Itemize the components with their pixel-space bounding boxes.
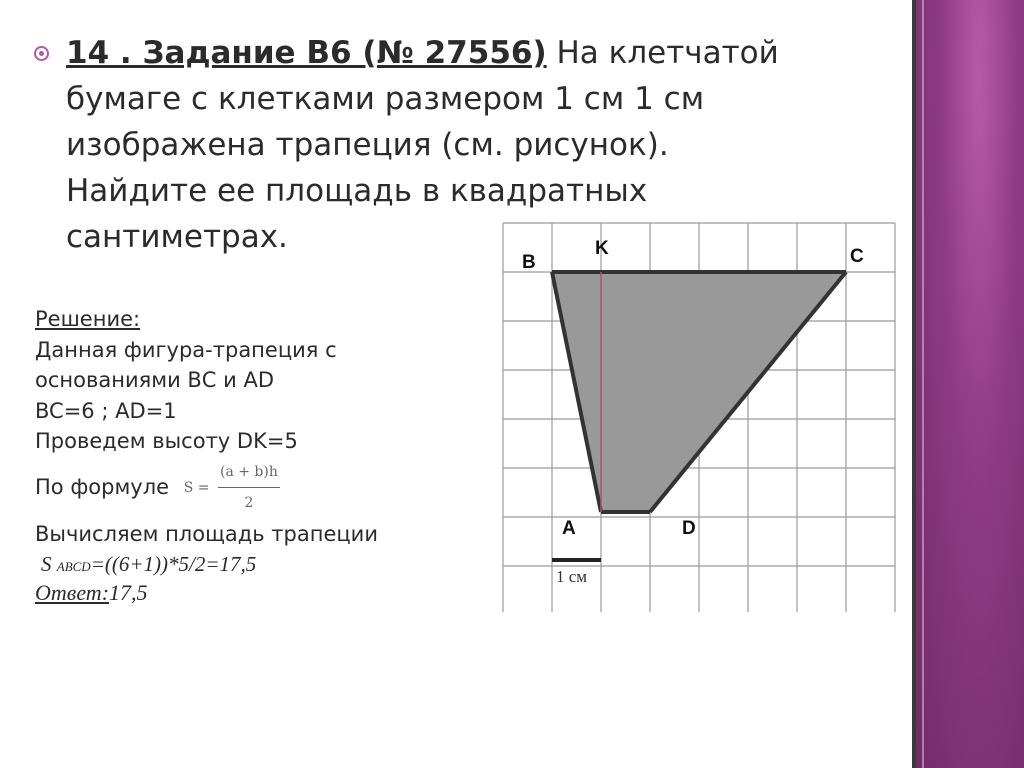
area-formula [184,457,280,519]
solution-block [35,304,495,583]
decorative-side-panel [912,0,1024,768]
solution-line-2: основаниями ВС и AD [35,368,274,392]
area-calculation [35,549,495,583]
problem-line-4: Найдите ее площадь в квадратных [66,173,648,209]
formula-intro: По формуле [35,474,170,499]
formula-fraction [218,457,280,519]
formula-numerator: (a + b)h [218,457,280,489]
label-c: C [850,246,864,267]
bullet-icon [34,46,49,61]
calc-expression: =((6+1))*5/2=17,5 [90,552,257,576]
formula-denominator: 2 [244,495,254,511]
solution-line-1: Данная фигура-трапеция с [35,337,337,362]
label-d: D [682,518,696,539]
calc-s: S [41,552,52,576]
solution-line-4: Проведем высоту DK=5 [35,429,298,453]
solution-title: Решение: [35,307,141,331]
answer-line [35,580,148,606]
solution-line-6: Вычисляем площадь трапеции [35,521,378,546]
label-b: B [522,252,536,273]
panel-border [912,0,916,768]
solution-line-3: BC=6 ; AD=1 [35,398,177,423]
solution-line-5 [35,457,495,519]
panel-highlight [922,0,924,768]
task-heading: 14 . Задание B6 (№ 27556) [66,35,547,71]
scale-label: 1 см [556,567,588,586]
problem-line-2: бумаге с клетками размером 1 см 1 см [66,81,705,117]
answer-label: Ответ: [35,580,110,605]
answer-value: 17,5 [109,580,148,605]
problem-line-1 [66,30,834,76]
problem-line-5: сантиметрах. [66,219,288,255]
formula-lhs: S = [183,479,210,496]
problem-line-3: изображена трапеция (см. рисунок). [66,127,669,163]
trapezoid-figure [500,220,900,612]
problem-line-1-rest: На клетчатой [546,35,779,71]
label-k: K [595,238,609,259]
label-a: A [562,518,576,539]
calc-subscript: ABCD [56,559,91,574]
